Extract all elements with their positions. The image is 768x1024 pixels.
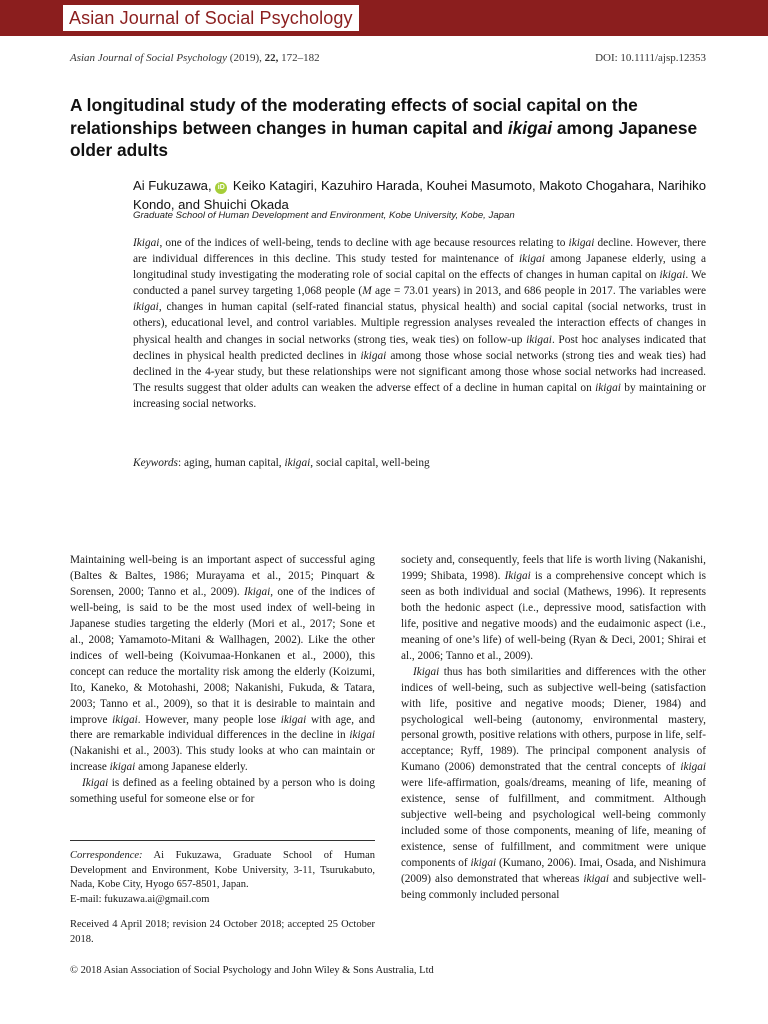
abstract-paragraph xyxy=(133,235,706,412)
copyright-footer: © 2018 Asian Association of Social Psychology and John Wiley & Sons Australia, Ltd xyxy=(70,965,434,976)
body-text: , one of the indices of well-being, is said to be the most used index of well-being in Japanese studies targeting the elderly (Mori et al., 2017; Sone et al., 2008; Yamamoto-Mitani & Wallhagen, 2002). Like the other indices of well-being (Koivumaa-Honkanen et al., 2000), this concept can reduce the mortality risk among the elderly (Koizumi, Ito, Kaneko, & Motohashi, 2008; Nakanishi, Fukuda, & Tatara, 2003; Tanno et al., 2009), so that it is desirable to maintain and improve xyxy=(70,585,375,726)
keywords-text: : aging, human capital, xyxy=(177,457,285,469)
term-ikigai: ikigai xyxy=(659,269,686,282)
abstract-text: among those whose social networks (strong ties and weak ties) had declined in the 4-year study, but these relationships were not significant among those whose social networks had increased. The results suggest that older adults can weaken the adverse effect of a decline in human capital on xyxy=(133,349,706,394)
correspondence-address xyxy=(70,849,375,893)
right-column xyxy=(401,553,706,904)
abstract-text: among Japanese elderly, using a longitudinal study investigating the moderating role of social capital on the effects of changes in human capital on xyxy=(133,253,706,282)
abstract-text: , one of the indices of well-being, tends to decline with age because resources relating to xyxy=(159,237,569,249)
term-ikigai: ikigai xyxy=(109,761,136,774)
body-paragraph xyxy=(70,776,375,808)
citation-year: (2019), xyxy=(229,52,262,64)
body-paragraph xyxy=(401,553,706,665)
journal-logo-text: Asian Journal of Social Psychology xyxy=(69,7,353,28)
term-ikigai: Ikigai xyxy=(504,569,531,582)
term-ikigai: ikigai xyxy=(133,301,159,314)
keyword-ikigai: ikigai xyxy=(284,457,311,469)
running-head xyxy=(70,52,706,64)
correspondence-note xyxy=(70,840,375,907)
journal-logo-box xyxy=(62,4,360,32)
keywords xyxy=(133,457,706,469)
journal-banner xyxy=(0,0,768,36)
keywords-text: , social capital, well-being xyxy=(310,457,430,469)
keywords-label: Keywords xyxy=(133,457,178,469)
first-author: Ai Fukuzawa, xyxy=(133,178,212,193)
body-text: society and, consequently, feels that life is worth living (Nakanishi, 1999; Shibata, 1998). xyxy=(401,554,706,582)
abstract-text: . Post hoc analyses indicated that declines in physical health predicted declines in xyxy=(133,333,706,362)
term-ikigai: ikigai xyxy=(526,333,552,346)
term-ikigai: Ikigai xyxy=(243,585,271,598)
term-m: M xyxy=(362,285,372,298)
term-ikigai: ikigai xyxy=(568,237,595,249)
abstract-text: decline. However, there are individual differences in this decline. This study tested for maintenance of xyxy=(133,237,706,266)
title-text: A longitudinal study of the moderating effects of social capital on the relationships between changes in human capital and xyxy=(70,95,638,138)
term-ikigai: ikigai xyxy=(680,761,706,774)
body-text: is a comprehensive concept which is seen as both individual and social (Mathews, 1996). It represents both the hedonic aspect (i.e., depressive mood, satisfaction with life, positive and negative moods) and the eudaimonic aspect (i.e., meaning of one’s life) of well-being (Ryan & Deci, 2001; Shirai et al., 2006; Tanno et al., 2009). xyxy=(401,569,707,662)
term-ikigai: ikigai xyxy=(360,349,387,362)
citation-journal: Asian Journal of Social Psychology xyxy=(70,52,228,64)
abstract-text: by maintaining or increasing social networks. xyxy=(133,381,706,410)
title-text-end: among Japanese older adults xyxy=(70,117,698,160)
term-ikigai: ikigai xyxy=(583,873,610,886)
term-ikigai: ikigai xyxy=(112,713,138,726)
abstract xyxy=(133,235,706,412)
term-ikigai: ikigai xyxy=(595,381,621,394)
correspondence-text: Ai Fukuzawa, Graduate School of Human Development and Environment, Kobe University, 3-11, Tsurukabuto, Nada, Kobe City, Hyogo 657-8501, Japan. xyxy=(70,850,375,891)
body-text: thus has both similarities and differences with the other indices of well-being, such as subjective well-being (satisfaction with life, positive and negative moods; Diener, 1984) and psychological well-being (autonomy, environmental mastery, personal growth, positive relations with others, purpose in life, self-acceptance; Ryff, 1989). The principal component analysis of Kumano (2006) demonstrated that the central concepts of xyxy=(401,665,706,774)
article-title xyxy=(70,94,710,162)
abstract-text: age = 73.01 years) in 2013, and 686 people in 2017. The variables were xyxy=(371,285,706,298)
citation xyxy=(70,52,320,64)
affiliation: Graduate School of Human Development and Environment, Kobe University, Kobe, Japan xyxy=(133,210,515,221)
term-ikigai: ikigai xyxy=(349,729,375,742)
term-ikigai: ikigai xyxy=(470,857,497,870)
body-paragraph xyxy=(401,665,706,904)
body-text: (Kumano, 2006). Imai, Osada, and Nishimura (2009) also demonstrated that whereas xyxy=(401,857,706,886)
orcid-icon[interactable]: iD xyxy=(215,182,227,194)
body-text: among Japanese elderly. xyxy=(135,761,248,774)
correspondence-label: Correspondence: xyxy=(70,850,143,861)
doi[interactable]: DOI: 10.1111/ajsp.12353 xyxy=(595,52,706,64)
citation-pages: 172–182 xyxy=(281,52,320,64)
received-dates: Received 4 April 2018; revision 24 October 2018; accepted 25 October 2018. xyxy=(70,919,375,945)
body-text: is defined as a feeling obtained by a person who is doing something useful for someone else or for xyxy=(70,777,375,806)
body-text: (Nakanishi et al., 2003). This study looks at who can maintain or increase xyxy=(70,745,375,774)
co-authors: Keiko Katagiri, Kazuhiro Harada, Kouhei Masumoto, Makoto Chogahara, Narihiko Kondo, and Shuichi Okada xyxy=(133,178,706,212)
body-text: were life-affirmation, goals/dreams, meaning of life, meaning of existence, sense of fulfillment, and commitment. Although subjective well-being and psychological well-being commonly included some of those components, meaning of life, meaning of existence, sense of fulfillment, and commitment were unique components of xyxy=(401,777,706,870)
citation-volume: 22, xyxy=(264,52,279,64)
body-paragraph xyxy=(70,553,375,776)
body-text: with age, and there are remarkable individual differences in the decline in xyxy=(70,713,376,742)
body-text: . However, many people lose xyxy=(137,713,281,726)
correspondence-email[interactable]: E-mail: fukuzawa.ai@gmail.com xyxy=(70,893,210,905)
abstract-text: , changes in human capital (self-rated financial status, physical health) and social capital (social networks, trust in others), educational level, and control variables. Multiple regression analyses revealed the interaction effects of changes in physical health and changes in social networks (strong ties, weak ties) on follow-up xyxy=(133,301,706,346)
term-ikigai: ikigai xyxy=(280,713,307,726)
title-italic: ikigai xyxy=(507,117,553,138)
term-ikigai: Ikigai xyxy=(413,665,440,678)
abstract-text: . We conducted a panel survey targeting 1,068 people ( xyxy=(133,269,706,298)
term-ikigai: Ikigai xyxy=(133,237,160,249)
author-list xyxy=(133,176,733,214)
term-ikigai: ikigai xyxy=(519,253,545,266)
term-ikigai: Ikigai xyxy=(82,777,109,790)
body-text: and subjective well-being commonly included personal xyxy=(401,873,706,902)
left-column xyxy=(70,553,375,808)
body-text: Maintaining well-being is an important aspect of successful aging (Baltes & Baltes, 1986; Murayama et al., 2015; Pinquart & Sorensen, 2000; Tanno et al., 2009). xyxy=(70,554,375,598)
